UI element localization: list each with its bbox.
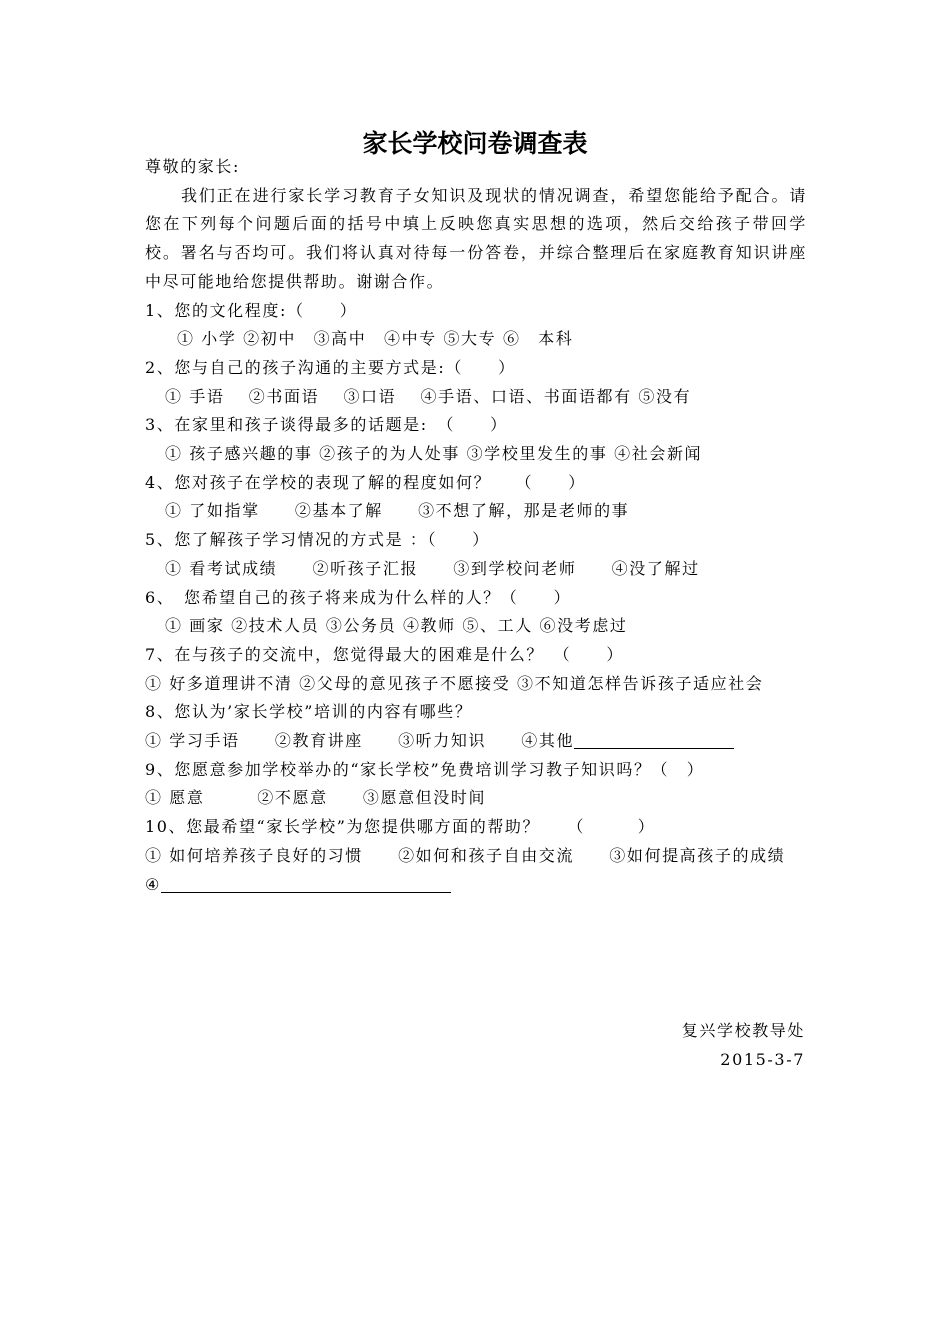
question-9: 9、您愿意参加学校举办的“家长学校”免费培训学习教子知识吗？（ ） xyxy=(145,759,705,779)
question-1: 1、您的文化程度:（ ） xyxy=(145,300,358,320)
options-10-extra: ④ xyxy=(145,874,161,894)
survey-body xyxy=(145,153,807,899)
signature-office: 复兴学校教导处 xyxy=(681,1021,805,1040)
options-5: ① 看考试成绩 ②听孩子汇报 ③到学校问老师 ④没了解过 xyxy=(165,558,700,578)
page-title: 家长学校问卷调查表 xyxy=(362,129,588,158)
question-7: 7、在与孩子的交流中，您觉得最大的困难是什么？ （ ） xyxy=(145,644,624,664)
options-3: ① 孩子感兴趣的事 ②孩子的为人处事 ③学校里发生的事 ④社会新闻 xyxy=(165,444,703,464)
signature-date: 2015-3-7 xyxy=(720,1050,805,1069)
options-9: ① 愿意 ②不愿意 ③愿意但没时间 xyxy=(145,788,487,808)
other-answer-blank[interactable] xyxy=(574,730,734,749)
question-4: 4、您对孩子在学校的表现了解的程度如何？ （ ） xyxy=(145,472,586,492)
question-3: 3、在家里和孩子谈得最多的话题是: （ ） xyxy=(145,415,508,435)
options-4: ① 了如指掌 ②基本了解 ③不想了解，那是老师的事 xyxy=(165,501,630,521)
greeting: 尊敬的家长: xyxy=(145,157,240,176)
options-10-extra-line xyxy=(145,871,807,900)
question-8: 8、您认为’家长学校”培训的内容有哪些？ xyxy=(145,702,473,722)
extra-answer-blank[interactable] xyxy=(161,874,451,893)
options-7: ① 好多道理讲不清 ②父母的意见孩子不愿接受 ③不知道怎样告诉孩子适应社会 xyxy=(145,673,764,693)
question-10: 10、您最希望“家长学校”为您提供哪方面的帮助？ （ ） xyxy=(145,817,656,837)
options-8: ① 学习手语 ②教育讲座 ③听力知识 ④其他 xyxy=(145,731,575,751)
signature-block xyxy=(682,1016,805,1074)
options-6: ① 画家 ②技术人员 ③公务员 ④教师 ⑤、工人 ⑥没考虑过 xyxy=(165,616,628,636)
intro-paragraph: 我们正在进行家长学习教育子女知识及现状的情况调查，希望您能给予配合。请您在下列每个问题后面的括号中填上反映您真实思想的选项，然后交给孩子带回学校。署名与否均可。我们将认真对待每一份答卷，并综合整理后在家庭教育知识讲座中尽可能地给您提供帮助。谢谢合作。 xyxy=(145,185,807,291)
options-10: ① 如何培养孩子良好的习惯 ②如何和孩子自由交流 ③如何提高孩子的成绩 xyxy=(145,845,786,865)
options-2: ① 手语 ②书面语 ③口语 ④手语、口语、书面语都有 ⑤没有 xyxy=(165,386,692,406)
options-1: ① 小学 ②初中 ③高中 ④中专 ⑤大专 ⑥ 本科 xyxy=(177,329,574,349)
question-2: 2、您与自己的孩子沟通的主要方式是:（ ） xyxy=(145,357,516,377)
question-6: 6、 您希望自己的孩子将来成为什么样的人？（ ） xyxy=(145,587,572,607)
question-5: 5、您了解孩子学习情况的方式是 ：（ ） xyxy=(145,530,490,550)
options-8-line xyxy=(145,727,807,756)
